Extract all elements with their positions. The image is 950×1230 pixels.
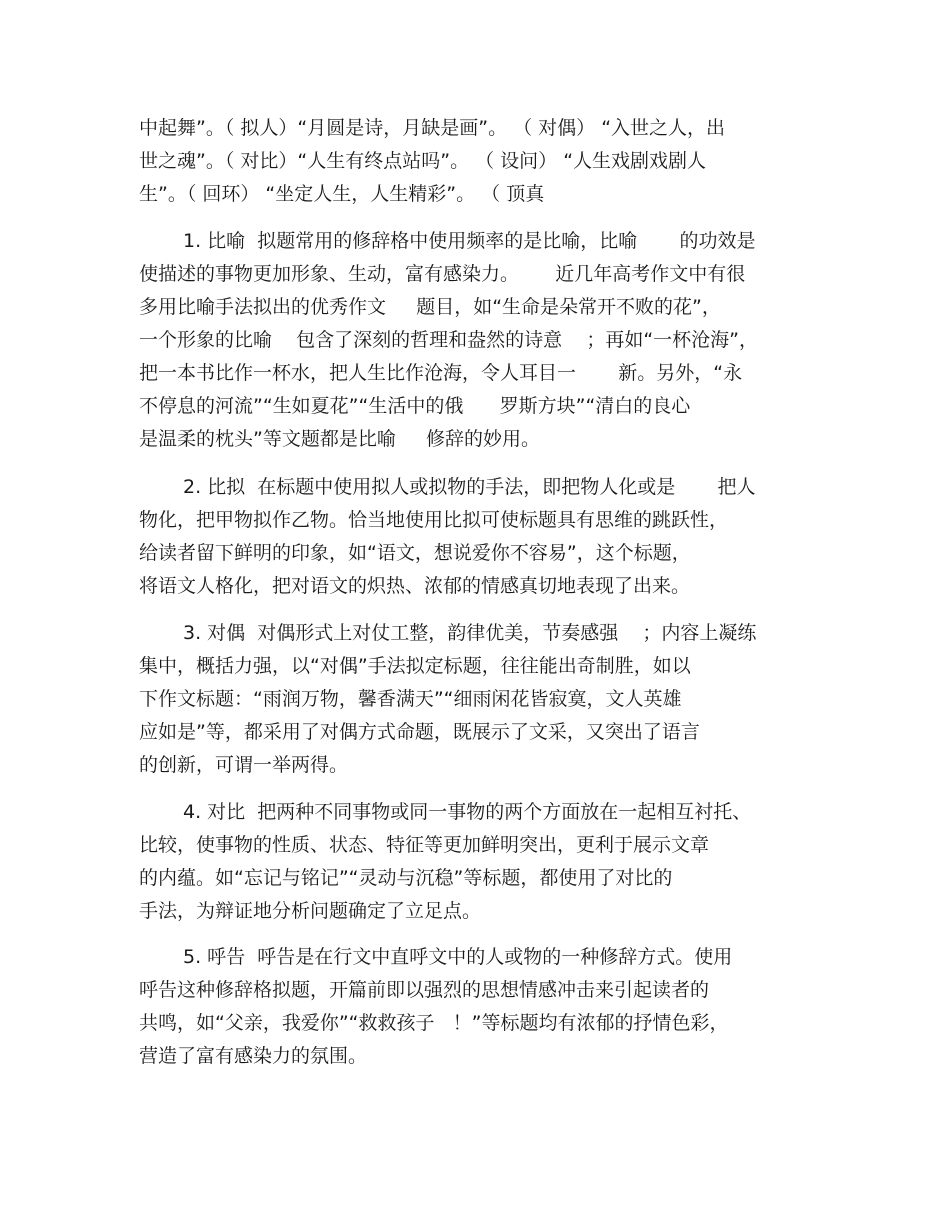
section-heading-line: 3. 对偶 对偶形式上对仗工整，韵律优美，节奏感强 ；内容上凝练 bbox=[183, 622, 757, 644]
text-line: 把一本书比作一杯水，把人生比作沧海，令人耳目一 新。另外，“永 bbox=[139, 362, 743, 384]
text-line: 多用比喻手法拟出的优秀作文 题目，如“生命是朵常开不败的花”， bbox=[139, 296, 721, 318]
text-line: 世之魂”。（ 对比）“人生有终点站吗”。 （ 设问） “人生戏剧戏剧人 bbox=[139, 150, 707, 172]
text-line: 物化，把甲物拟作乙物。恰当地使用比拟可使标题具有思维的跳跃性， bbox=[139, 509, 729, 531]
text-line: 给读者留下鲜明的印象，如“语文，想说爱你不容易”，这个标题， bbox=[139, 542, 691, 564]
text-line: 共鸣，如“父亲，我爱你”“救救孩子 ！”等标题均有浓郁的抒情色彩， bbox=[139, 1012, 729, 1034]
text-line: 使描述的事物更加形象、生动，富有感染力。 近几年高考作文中有很 bbox=[139, 263, 746, 285]
text-line: 应如是”等，都采用了对偶方式命题，既展示了文采，又突出了语言 bbox=[139, 721, 700, 743]
text-line: 比较，使事物的性质、状态、特征等更加鲜明突出，更利于展示文章 bbox=[139, 834, 710, 856]
text-line: 不停息的河流”“生如夏花”“生活中的俄 罗斯方块”“清白的良心 bbox=[139, 395, 691, 417]
section-heading-line: 5. 呼告 呼告是在行文中直呼文中的人或物的一种修辞方式。使用 bbox=[183, 946, 733, 968]
text-line: 一个形象的比喻 包含了深刻的哲理和盎然的诗意 ；再如“一杯沧海”， bbox=[139, 329, 759, 351]
text-line: 的创新，可谓一举两得。 bbox=[139, 754, 349, 776]
text-line: 将语文人格化，把对语文的炽热、浓郁的情感真切地表现了出来。 bbox=[139, 575, 691, 597]
text-line: 生”。（ 回环） “坐定人生，人生精彩”。 （ 顶真 bbox=[139, 183, 545, 205]
text-line: 营造了富有感染力的氛围。 bbox=[139, 1045, 368, 1067]
text-line: 中起舞”。（ 拟人）“月圆是诗，月缺是画”。 （ 对偶） “入世之人，出 bbox=[139, 117, 726, 139]
text-line: 是温柔的枕头”等文题都是比喻 修辞的妙用。 bbox=[139, 428, 541, 450]
section-heading-line: 2. 比拟 在标题中使用拟人或拟物的手法，即把物人化或是 把人 bbox=[183, 476, 756, 498]
text-line: 下作文标题：“雨润万物，馨香满天”“细雨闲花皆寂寞，文人英雄 bbox=[139, 688, 682, 710]
text-line: 的内蕴。如“忘记与铭记”“灵动与沉稳”等标题，都使用了对比的 bbox=[139, 867, 673, 889]
section-heading-line: 1. 比喻 拟题常用的修辞格中使用频率的是比喻，比喻 的功效是 bbox=[183, 230, 756, 252]
text-line: 呼告这种修辞格拟题，开篇前即以强烈的思想情感冲击来引起读者的 bbox=[139, 979, 710, 1001]
text-line: 集中，概括力强，以“对偶”手法拟定标题，往往能出奇制胜，如以 bbox=[139, 655, 691, 677]
text-line: 手法，为辩证地分析问题确定了立足点。 bbox=[139, 900, 482, 922]
section-heading-line: 4. 对比 把两种不同事物或同一事物的两个方面放在一起相互衬托、 bbox=[183, 801, 752, 823]
